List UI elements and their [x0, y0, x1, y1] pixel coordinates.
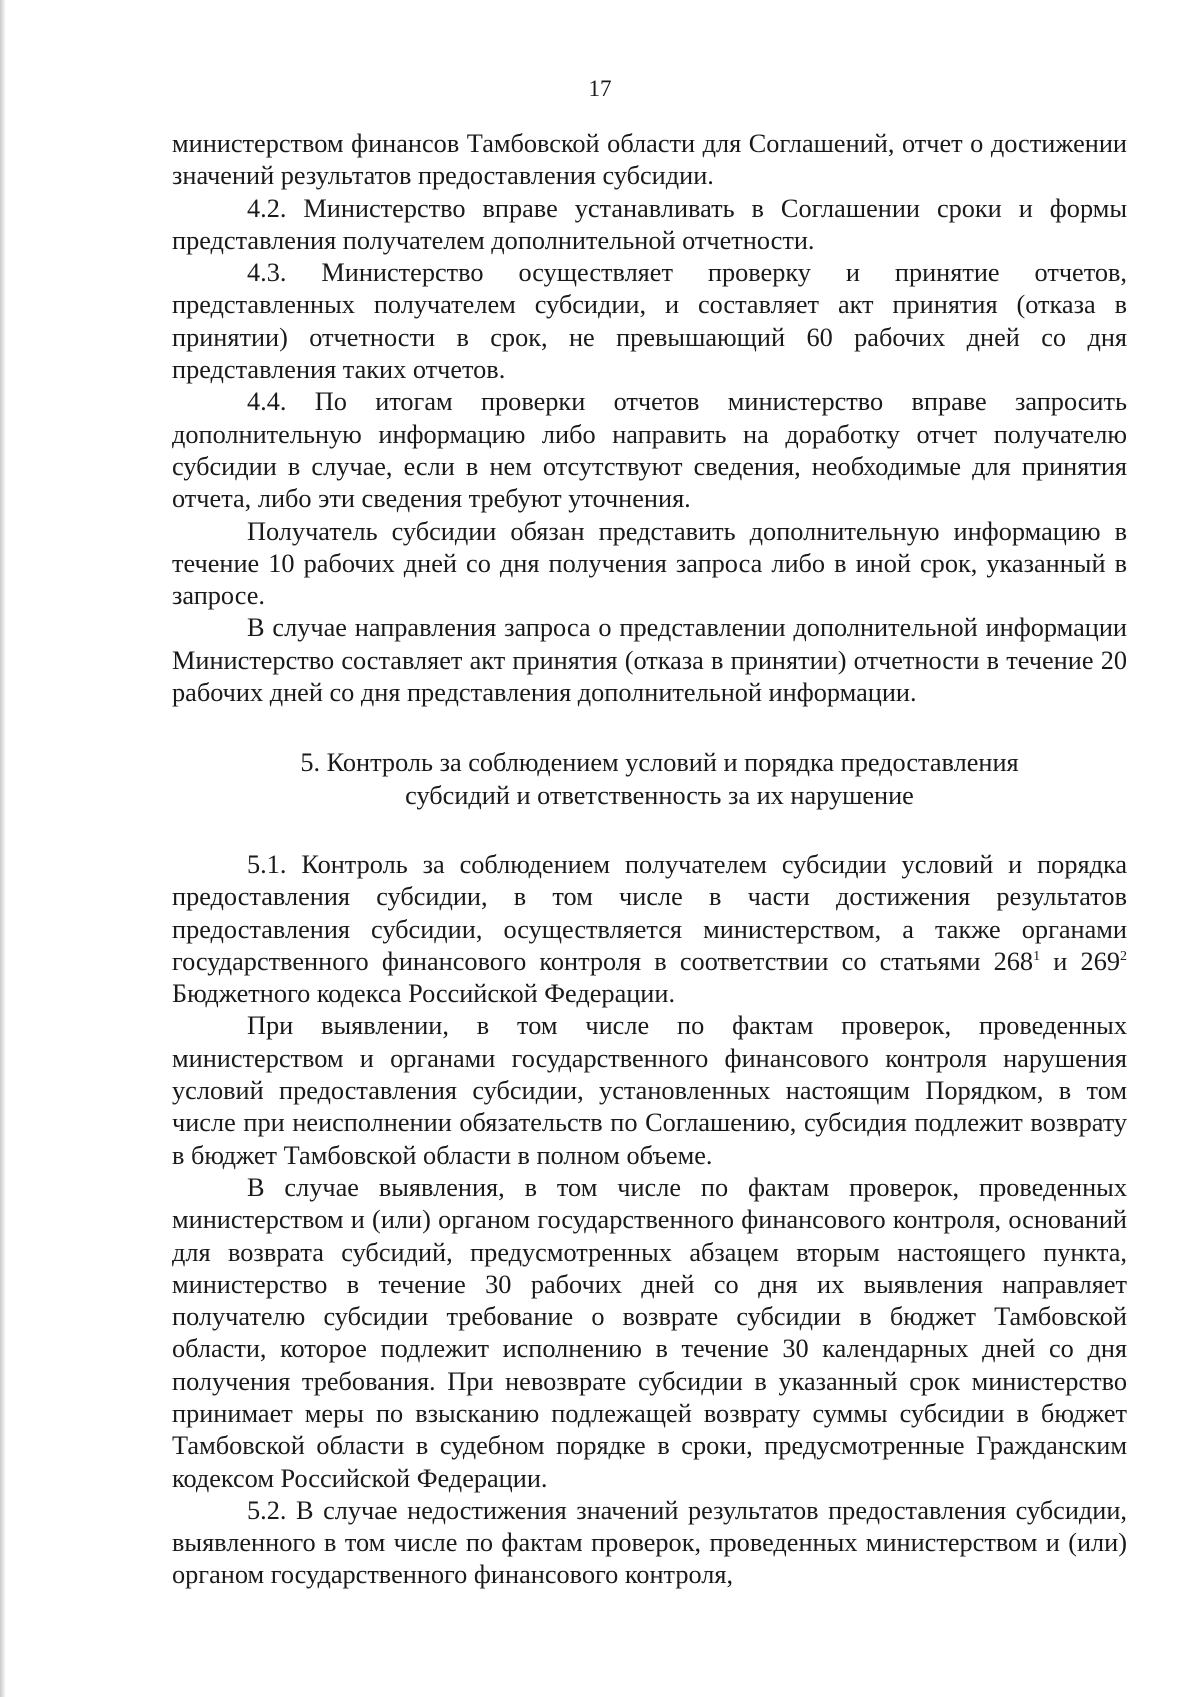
document-body: [172, 128, 1127, 1592]
p51-text-middle: и 269: [1040, 946, 1121, 976]
paragraph-4-4-request: В случае направления запроса о представлении дополнительной информации Министерство составляет акт принятия (отказа в принятии) отчетности в течение 20 рабочих дней со дня представления дополнительной информации.: [172, 613, 1127, 708]
scan-edge-shadow: [0, 0, 6, 1697]
p51-superscript-1: 1: [1033, 949, 1041, 965]
section-5-heading: [172, 747, 1127, 812]
paragraph-continuation: министерством финансов Тамбовской области для Соглашений, отчет о достижении значений результатов предоставления субсидии.: [172, 129, 1127, 191]
p51-superscript-2: 2: [1120, 949, 1128, 965]
section-5-heading-line1: 5. Контроль за соблюдением условий и порядка предоставления: [300, 748, 1019, 778]
paragraph-4-3: 4.3. Министерство осуществляет проверку и принятие отчетов, представленных получателем субсидии, и составляет акт принятия (отказа в принятии) отчетности в срок, не превышающий 60 рабочих дней со дня представления таких отчетов.: [172, 258, 1127, 385]
p51-text-after: Бюджетного кодекса Российской Федерации.: [172, 979, 676, 1009]
paragraph-5-1: [172, 849, 1127, 1010]
paragraph-4-4: 4.4. По итогам проверки отчетов министерство вправе запросить дополнительную информацию либо направить на доработку отчет получателю субсидии в случае, если в нем отсутствуют сведения, необходимые для принятия отчета, либо эти сведения требуют уточнения.: [172, 387, 1127, 514]
paragraph-4-4-recipient: Получатель субсидии обязан представить дополнительную информацию в течение 10 рабочих дней со дня получения запроса либо в иной срок, указанный в запросе.: [172, 516, 1127, 611]
paragraph-4-2: 4.2. Министерство вправе устанавливать в Соглашении сроки и формы представления получателем дополнительной отчетности.: [172, 193, 1127, 255]
p51-text-before: 5.1. Контроль за соблюдением получателем субсидии условий и порядка предоставления субсидии, в том числе в части достижения результатов предоставления субсидии, осуществляется министерством, а также органами государственного финансового контроля в соответствии со статьями 268: [172, 849, 1127, 976]
paragraph-5-2: 5.2. В случае недостижения значений результатов предоставления субсидии, выявленного в том числе по фактам проверок, проведенных министерством и (или) органом государственного финансового контроля,: [172, 1495, 1127, 1590]
paragraph-5-1-violation: При выявлении, в том числе по фактам проверок, проведенных министерством и органами государственного финансового контроля нарушения условий предоставления субсидии, установленных настоящим Порядком, в том числе при неисполнении обязательств по Соглашению, субсидия подлежит возврату в бюджет Тамбовской области в полном объеме.: [172, 1011, 1127, 1170]
paragraph-5-1-return: В случае выявления, в том числе по фактам проверок, проведенных министерством и (или) органом государственного финансового контроля, оснований для возврата субсидий, предусмотренных абзацем вторым настоящего пункта, министерство в течение 30 рабочих дней со дня их выявления направляет получателю субсидии требование о возврате субсидии в бюджет Тамбовской области, которое подлежит исполнению в течение 30 календарных дней со дня получения требования. При невозврате субсидии в указанный срок министерство принимает меры по взысканию подлежащей возврату суммы субсидии в бюджет Тамбовской области в судебном порядке в сроки, предусмотренные Гражданским кодексом Российской Федерации.: [172, 1172, 1127, 1493]
section-5-heading-line2: субсидий и ответственность за их нарушение: [405, 780, 914, 810]
page-number: 17: [588, 76, 612, 101]
